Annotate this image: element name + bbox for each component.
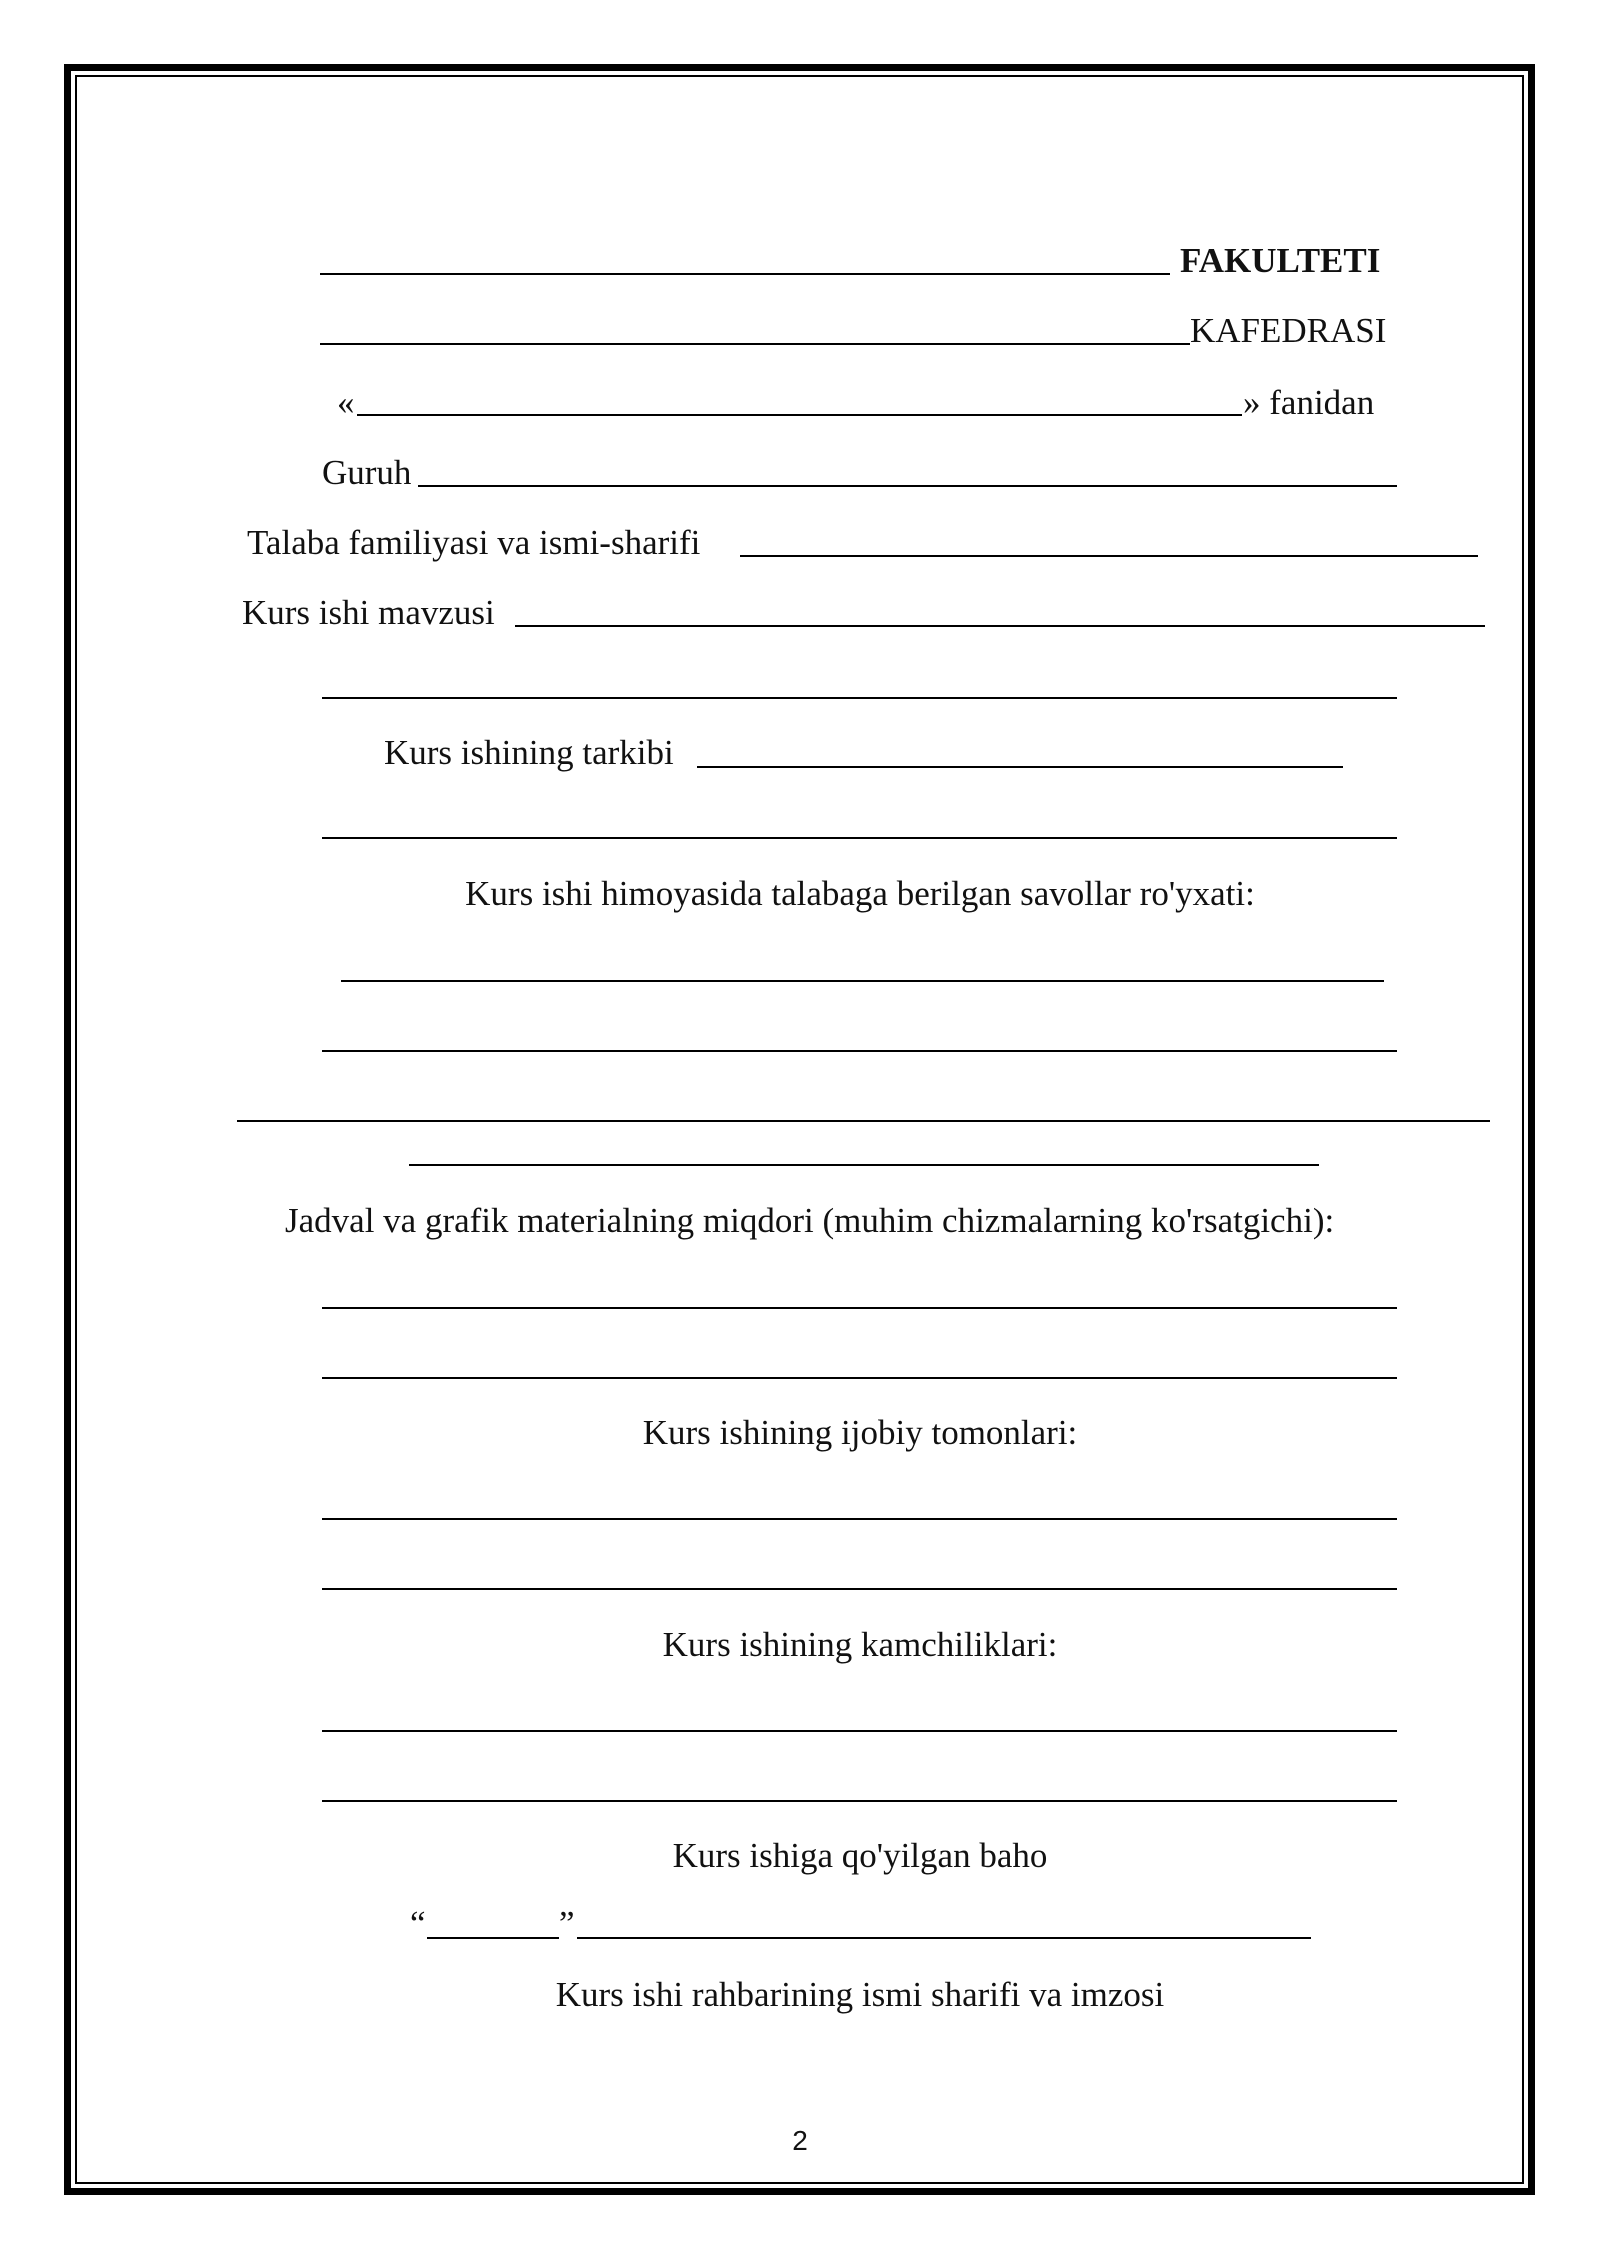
topic-blank-line-2[interactable] xyxy=(322,697,1397,699)
department-label: KAFEDRASI xyxy=(1190,311,1387,350)
subject-open-quote: « xyxy=(337,383,355,422)
positives-blank-line-2[interactable] xyxy=(322,1588,1397,1590)
shortcomings-blank-line-2[interactable] xyxy=(322,1800,1397,1802)
topic-blank-line[interactable] xyxy=(515,625,1485,627)
contents-blank-line-2[interactable] xyxy=(322,837,1397,839)
shortcomings-heading: Kurs ishining kamchiliklari: xyxy=(662,1625,1058,1664)
grade-open-quote: “ xyxy=(410,1904,426,1943)
questions-blank-line-2[interactable] xyxy=(322,1050,1397,1052)
supervisor-label: Kurs ishi rahbarining ismi sharifi va imzosi xyxy=(555,1975,1165,2014)
student-name-blank-line[interactable] xyxy=(740,555,1478,557)
faculty-label: FAKULTETI xyxy=(1180,241,1381,280)
subject-label: » fanidan xyxy=(1243,383,1375,422)
department-blank-line[interactable] xyxy=(320,343,1190,345)
questions-blank-line-3[interactable] xyxy=(237,1120,1490,1122)
positives-heading: Kurs ishining ijobiy tomonlari: xyxy=(642,1413,1078,1452)
shortcomings-blank-line-1[interactable] xyxy=(322,1730,1397,1732)
contents-blank-line[interactable] xyxy=(697,766,1343,768)
topic-label: Kurs ishi mavzusi xyxy=(242,593,495,632)
questions-blank-line-1[interactable] xyxy=(341,980,1384,982)
contents-label: Kurs ishining tarkibi xyxy=(384,733,674,772)
questions-heading: Kurs ishi himoyasida talabaga berilgan savollar ro'yxati: xyxy=(465,874,1255,913)
grade-blank-line[interactable] xyxy=(427,1937,559,1939)
positives-blank-line-1[interactable] xyxy=(322,1518,1397,1520)
group-label: Guruh xyxy=(322,453,412,492)
questions-blank-line-4[interactable] xyxy=(409,1164,1319,1166)
page-number: 2 xyxy=(792,2125,808,2156)
faculty-blank-line[interactable] xyxy=(320,273,1170,275)
subject-blank-line[interactable] xyxy=(357,414,1242,416)
grade-close-quote: ” xyxy=(559,1904,575,1943)
group-blank-line[interactable] xyxy=(418,485,1397,487)
grade-heading: Kurs ishiga qo'yilgan baho xyxy=(672,1836,1048,1875)
materials-blank-line-2[interactable] xyxy=(322,1377,1397,1379)
signature-blank-line[interactable] xyxy=(577,1937,1311,1939)
materials-blank-line-1[interactable] xyxy=(322,1307,1397,1309)
student-name-label: Talaba familiyasi va ismi-sharifi xyxy=(247,523,701,562)
materials-heading: Jadval va grafik materialning miqdori (muhim chizmalarning ko'rsatgichi): xyxy=(285,1201,1335,1240)
